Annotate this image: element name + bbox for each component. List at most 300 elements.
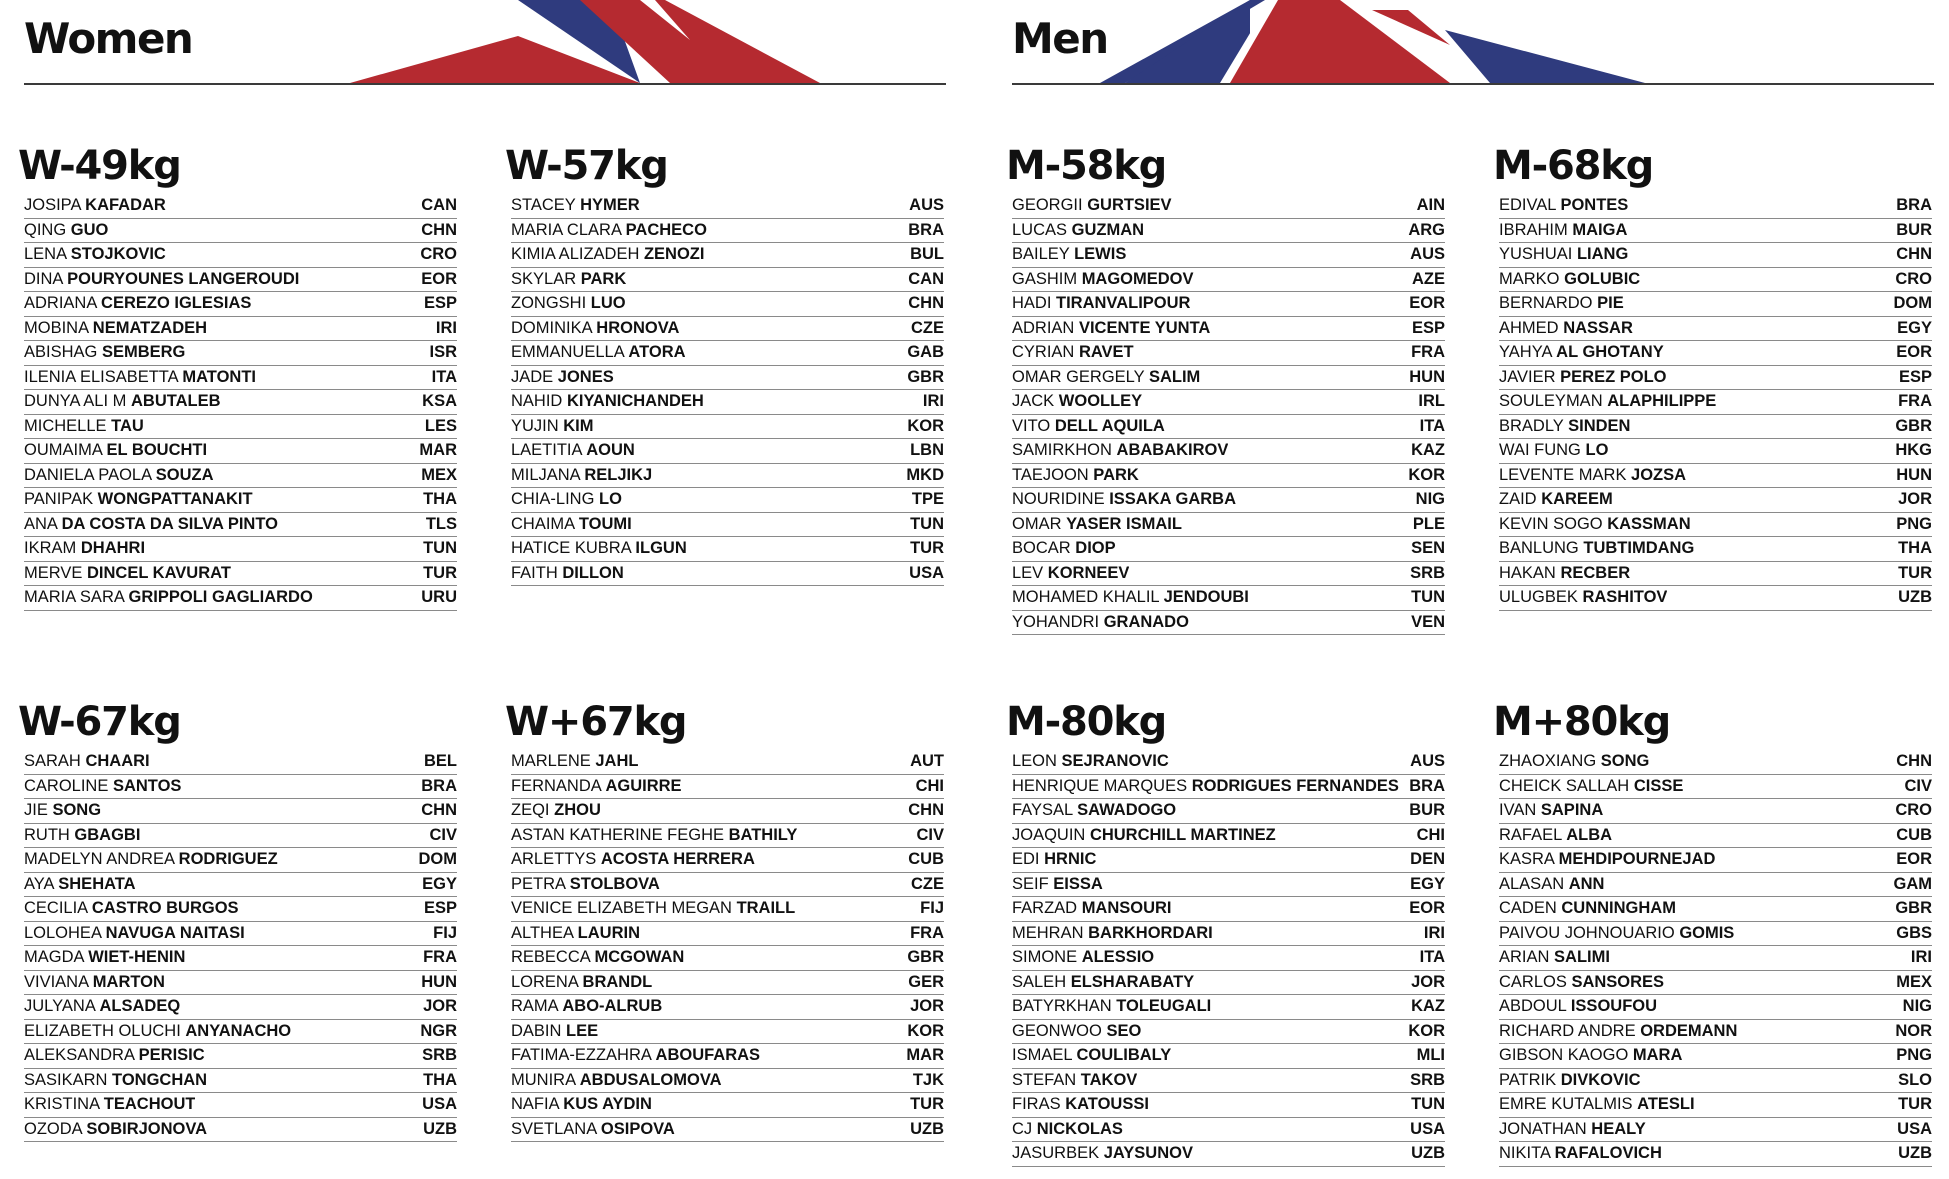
athlete-first-name: MARLENE: [511, 752, 591, 771]
country-code: GBR: [907, 948, 944, 967]
category-w-plus-67kg: [505, 696, 944, 1142]
country-code: MEX: [1896, 972, 1932, 991]
country-code: GBR: [1895, 899, 1932, 918]
athlete-name: [24, 973, 165, 992]
athlete-first-name: OMAR: [1012, 514, 1062, 533]
athlete-row: [1499, 1069, 1932, 1094]
athlete-row: [1012, 824, 1445, 849]
women-header-rule: [24, 83, 946, 85]
country-code: CRO: [1895, 269, 1932, 288]
athlete-last-name: PONTES: [1560, 196, 1629, 215]
athlete-last-name: ABOUFARAS: [655, 1046, 761, 1065]
country-code: CRO: [420, 245, 457, 264]
athlete-last-name: LEWIS: [1074, 245, 1127, 264]
athlete-last-name: ISSAKA GARBA: [1109, 490, 1236, 509]
athlete-row: [511, 488, 944, 513]
country-code: TPE: [911, 490, 944, 509]
athlete-last-name: HYMER: [580, 196, 640, 215]
country-code: TUR: [1898, 563, 1932, 582]
athlete-name: [1012, 196, 1172, 215]
athlete-first-name: MOHAMED KHALIL: [1012, 588, 1160, 607]
athlete-last-name: CISSE: [1633, 776, 1684, 795]
athlete-row: [1499, 366, 1932, 391]
athlete-name: [24, 777, 181, 796]
athlete-name: [1012, 564, 1129, 583]
athlete-name: [1499, 466, 1686, 485]
athlete-last-name: CHURCHILL MARTINEZ: [1089, 825, 1276, 844]
athlete-row: [511, 341, 944, 366]
country-code: GAM: [1893, 874, 1932, 893]
athlete-first-name: YOHANDRI: [1012, 612, 1100, 631]
athlete-name: [511, 1022, 598, 1041]
athlete-first-name: IVAN: [1499, 801, 1537, 820]
country-code: HUN: [1409, 367, 1445, 386]
athlete-row: [1012, 586, 1445, 611]
athlete-name: [24, 588, 313, 607]
athlete-first-name: IBRAHIM: [1499, 220, 1568, 239]
athlete-last-name: LUO: [590, 294, 626, 313]
athlete-first-name: RICHARD ANDRE: [1499, 1021, 1636, 1040]
category-m-plus-80kg: [1493, 696, 1932, 1167]
athlete-first-name: JONATHAN: [1499, 1119, 1587, 1138]
athlete-first-name: AYA: [24, 874, 54, 893]
athlete-first-name: JADE: [511, 367, 554, 386]
athlete-last-name: MATONTI: [182, 367, 256, 386]
athlete-first-name: QING: [24, 220, 67, 239]
country-code: TUN: [1411, 1095, 1445, 1114]
country-code: UZB: [1898, 1144, 1932, 1163]
country-code: GER: [908, 972, 944, 991]
athlete-first-name: EMMANUELLA: [511, 343, 624, 362]
athlete-name: [511, 1071, 722, 1090]
athlete-row: [1012, 341, 1445, 366]
athlete-last-name: SALIMI: [1554, 948, 1610, 967]
athlete-last-name: DA COSTA DA SILVA PINTO: [61, 514, 278, 533]
athlete-row: [1499, 1118, 1932, 1143]
athlete-name: [24, 196, 166, 215]
athlete-first-name: KRISTINA: [24, 1095, 100, 1114]
athlete-name: [511, 997, 662, 1016]
athlete-last-name: GRANADO: [1103, 612, 1189, 631]
country-code: THA: [423, 490, 457, 509]
athlete-name: [24, 270, 299, 289]
athlete-last-name: TAKOV: [1080, 1070, 1138, 1089]
athlete-last-name: NEMATZADEH: [92, 318, 208, 337]
athlete-first-name: SALEH: [1012, 972, 1067, 991]
athlete-row: [24, 750, 457, 775]
athlete-first-name: LAETITIA: [511, 441, 582, 460]
athlete-name: [1012, 1071, 1137, 1090]
athlete-name: [511, 196, 640, 215]
athlete-last-name: NASSAR: [1563, 318, 1633, 337]
athlete-name: [24, 221, 108, 240]
athlete-first-name: WAI FUNG: [1499, 441, 1581, 460]
athlete-last-name: ACOSTA HERRERA: [600, 850, 755, 869]
athlete-first-name: GEORGII: [1012, 196, 1083, 215]
athlete-name: [1499, 924, 1734, 943]
athlete-name: [1499, 245, 1628, 264]
athlete-last-name: LAURIN: [577, 923, 640, 942]
athlete-name: [511, 417, 594, 436]
athlete-row: [24, 513, 457, 538]
country-code: TUR: [910, 1095, 944, 1114]
athlete-first-name: PANIPAK: [24, 490, 94, 509]
country-code: SLO: [1898, 1070, 1932, 1089]
athlete-row: [24, 219, 457, 244]
athlete-name: [511, 752, 638, 771]
athlete-first-name: CADEN: [1499, 899, 1557, 918]
athlete-name: [1499, 1095, 1695, 1114]
athlete-name: [1499, 392, 1716, 411]
athlete-row: [1012, 897, 1445, 922]
athlete-name: [24, 826, 140, 845]
athlete-last-name: PERISIC: [138, 1046, 205, 1065]
athlete-row: [1499, 897, 1932, 922]
country-code: CHN: [421, 220, 457, 239]
athlete-name: [24, 564, 231, 583]
country-code: CAN: [421, 196, 457, 215]
country-code: USA: [1897, 1119, 1932, 1138]
athlete-last-name: PACHECO: [625, 220, 707, 239]
athlete-last-name: GOLUBIC: [1564, 269, 1641, 288]
athlete-first-name: LENA: [24, 245, 67, 264]
athlete-first-name: SKYLAR: [511, 269, 577, 288]
country-code: FRA: [423, 948, 457, 967]
athlete-name: [511, 777, 682, 796]
athlete-last-name: TIRANVALIPOUR: [1056, 294, 1191, 313]
athlete-last-name: HEALY: [1591, 1119, 1646, 1138]
athlete-name: [1499, 973, 1664, 992]
athlete-first-name: ADRIANA: [24, 294, 97, 313]
athlete-last-name: KUS AYDIN: [563, 1095, 652, 1114]
athlete-first-name: VENICE ELIZABETH MEGAN: [511, 899, 732, 918]
country-code: JOR: [1411, 972, 1445, 991]
athlete-last-name: BATHILY: [728, 825, 798, 844]
athlete-row: [1499, 194, 1932, 219]
athlete-last-name: GUO: [70, 220, 109, 239]
athlete-row: [1012, 611, 1445, 636]
athlete-name: [511, 973, 652, 992]
country-code: ARG: [1408, 220, 1445, 239]
athlete-name: [1499, 875, 1604, 894]
athlete-name: [1012, 539, 1116, 558]
country-code: EGY: [1410, 874, 1445, 893]
athlete-name: [24, 539, 145, 558]
athlete-first-name: DINA: [24, 269, 63, 288]
country-code: BRA: [421, 776, 457, 795]
country-code: HUN: [1896, 465, 1932, 484]
athlete-name: [1012, 392, 1142, 411]
athlete-last-name: YASER ISMAIL: [1066, 514, 1182, 533]
athlete-first-name: ABDOUL: [1499, 997, 1567, 1016]
athlete-row: [1012, 799, 1445, 824]
athlete-first-name: LORENA: [511, 972, 578, 991]
country-code: USA: [909, 563, 944, 582]
athlete-name: [1012, 875, 1103, 894]
athlete-name: [24, 1071, 207, 1090]
athlete-name: [24, 294, 251, 313]
athlete-last-name: SONG: [52, 801, 102, 820]
athlete-last-name: ABO-ALRUB: [562, 997, 663, 1016]
category-title: W+67kg: [505, 699, 687, 745]
athlete-list: [511, 194, 944, 586]
athlete-name: [1499, 319, 1633, 338]
athlete-first-name: LEVENTE MARK: [1499, 465, 1627, 484]
athlete-first-name: STACEY: [511, 196, 576, 215]
athlete-name: [1499, 899, 1676, 918]
country-code: MLI: [1416, 1046, 1445, 1065]
athlete-last-name: RELJIKJ: [584, 465, 653, 484]
athlete-last-name: JAHL: [595, 752, 639, 771]
athlete-name: [24, 875, 136, 894]
athlete-last-name: KIYANICHANDEH: [566, 392, 704, 411]
athlete-name: [1499, 752, 1649, 771]
athlete-last-name: TONGCHAN: [112, 1070, 208, 1089]
athlete-name: [1499, 997, 1657, 1016]
country-code: UZB: [423, 1119, 457, 1138]
athlete-last-name: LIANG: [1576, 245, 1629, 264]
country-code: THA: [423, 1070, 457, 1089]
athlete-first-name: SOULEYMAN: [1499, 392, 1603, 411]
country-code: KOR: [1408, 1021, 1445, 1040]
athlete-name: [1012, 1022, 1141, 1041]
athlete-row: [1012, 513, 1445, 538]
athlete-last-name: TOUMI: [578, 514, 632, 533]
athlete-first-name: JIE: [24, 801, 48, 820]
athlete-row: [24, 873, 457, 898]
country-code: UZB: [1898, 588, 1932, 607]
athlete-first-name: BOCAR: [1012, 539, 1071, 558]
athlete-first-name: VIVIANA: [24, 972, 89, 991]
athlete-first-name: FIRAS: [1012, 1095, 1061, 1114]
athlete-last-name: GRIPPOLI GAGLIARDO: [128, 588, 313, 607]
country-code: CIV: [916, 825, 944, 844]
country-code: DEN: [1410, 850, 1445, 869]
athlete-last-name: ATORA: [628, 343, 686, 362]
athlete-first-name: BERNARDO: [1499, 294, 1593, 313]
athlete-row: [511, 1069, 944, 1094]
athlete-first-name: SASIKARN: [24, 1070, 108, 1089]
athlete-row: [24, 415, 457, 440]
athlete-row: [24, 390, 457, 415]
athlete-name: [24, 392, 221, 411]
athlete-name: [1012, 515, 1182, 534]
athlete-row: [24, 922, 457, 947]
athlete-first-name: ZHAOXIANG: [1499, 752, 1597, 771]
athlete-last-name: BRANDL: [582, 972, 653, 991]
country-code: VEN: [1411, 612, 1445, 631]
athlete-last-name: AL GHOTANY: [1556, 343, 1664, 362]
athlete-row: [24, 824, 457, 849]
country-code: EOR: [1896, 850, 1932, 869]
athlete-last-name: JENDOUBI: [1163, 588, 1249, 607]
athlete-first-name: TAEJOON: [1012, 465, 1089, 484]
athlete-row: [24, 799, 457, 824]
country-code: FRA: [1898, 392, 1932, 411]
athlete-first-name: CAROLINE: [24, 776, 109, 795]
athlete-row: [511, 537, 944, 562]
athlete-last-name: OSIPOVA: [600, 1119, 675, 1138]
athlete-last-name: NAVUGA NAITASI: [105, 923, 245, 942]
category-m-80kg: [1006, 696, 1445, 1167]
athlete-name: [1012, 417, 1165, 436]
country-code: CIV: [1904, 776, 1932, 795]
athlete-name: [1012, 221, 1144, 240]
athlete-row: [1012, 415, 1445, 440]
country-code: AZE: [1412, 269, 1445, 288]
athlete-name: [1499, 294, 1624, 313]
country-code: BRA: [908, 220, 944, 239]
athlete-last-name: SINDEN: [1568, 416, 1631, 435]
athlete-first-name: KEVIN SOGO: [1499, 514, 1603, 533]
athlete-row: [1499, 1093, 1932, 1118]
athlete-name: [1499, 270, 1640, 289]
athlete-last-name: ZHOU: [554, 801, 601, 820]
country-code: FIJ: [433, 923, 457, 942]
athlete-last-name: RODRIGUEZ: [178, 850, 278, 869]
athlete-row: [24, 897, 457, 922]
athlete-last-name: MANSOURI: [1081, 899, 1172, 918]
country-code: BUR: [1409, 801, 1445, 820]
athlete-name: [24, 1095, 195, 1114]
athlete-last-name: KORNEEV: [1047, 563, 1130, 582]
athlete-name: [1499, 221, 1627, 240]
athlete-first-name: HADI: [1012, 294, 1052, 313]
athlete-name: [511, 801, 601, 820]
athlete-row: [511, 897, 944, 922]
athlete-last-name: ANYANACHO: [185, 1021, 292, 1040]
athlete-row: [511, 1020, 944, 1045]
athlete-row: [1499, 586, 1932, 611]
category-title: M-80kg: [1006, 699, 1167, 745]
country-code: KAZ: [1411, 997, 1445, 1016]
athlete-last-name: DILLON: [562, 563, 624, 582]
athlete-row: [1012, 1118, 1445, 1143]
athlete-row: [511, 219, 944, 244]
athlete-row: [511, 1093, 944, 1118]
athlete-last-name: BARKHORDARI: [1088, 923, 1213, 942]
athlete-row: [1499, 243, 1932, 268]
athlete-row: [511, 513, 944, 538]
athlete-row: [1499, 1020, 1932, 1045]
athlete-last-name: MARTON: [92, 972, 165, 991]
country-code: KOR: [1408, 465, 1445, 484]
athlete-name: [1012, 343, 1134, 362]
country-code: NIG: [1902, 997, 1932, 1016]
athlete-last-name: GURTSIEV: [1087, 196, 1172, 215]
athlete-last-name: SHEHATA: [58, 874, 136, 893]
athlete-first-name: CHEICK SALLAH: [1499, 776, 1630, 795]
athlete-row: [24, 1118, 457, 1143]
athlete-row: [24, 848, 457, 873]
athlete-first-name: FARZAD: [1012, 899, 1078, 918]
athlete-last-name: CHAARI: [85, 752, 150, 771]
country-code: BRA: [1409, 776, 1445, 795]
country-code: KOR: [907, 416, 944, 435]
athlete-first-name: BATYRKHAN: [1012, 997, 1112, 1016]
athlete-last-name: POURYOUNES LANGEROUDI: [67, 269, 300, 288]
athlete-last-name: MEHDIPOURNEJAD: [1558, 850, 1716, 869]
athlete-name: [511, 343, 686, 362]
athlete-row: [1499, 390, 1932, 415]
athlete-name: [1499, 539, 1694, 558]
country-code: USA: [1410, 1119, 1445, 1138]
athlete-first-name: OMAR GERGELY: [1012, 367, 1145, 386]
athlete-first-name: CJ: [1012, 1119, 1033, 1138]
country-code: AUT: [910, 752, 944, 771]
country-code: BUL: [910, 245, 944, 264]
category-w-57kg: [505, 140, 944, 586]
country-code: AUS: [1410, 245, 1445, 264]
country-code: IRI: [1910, 948, 1932, 967]
athlete-name: [24, 368, 256, 387]
athlete-name: [1499, 1071, 1641, 1090]
athlete-last-name: JOZSA: [1631, 465, 1687, 484]
athlete-row: [1012, 1069, 1445, 1094]
athlete-name: [511, 1120, 675, 1139]
athlete-name: [511, 1046, 760, 1065]
athlete-row: [1499, 415, 1932, 440]
athlete-row: [1012, 775, 1445, 800]
athlete-name: [511, 1095, 652, 1114]
athlete-first-name: ULUGBEK: [1499, 588, 1578, 607]
athlete-row: [1012, 873, 1445, 898]
athlete-row: [1499, 292, 1932, 317]
athlete-last-name: GBAGBI: [74, 825, 141, 844]
athlete-first-name: NOURIDINE: [1012, 490, 1105, 509]
category-m-58kg: [1006, 140, 1445, 635]
athlete-last-name: SOBIRJONOVA: [86, 1119, 208, 1138]
athlete-first-name: CHAIMA: [511, 514, 575, 533]
athlete-name: [1012, 777, 1399, 796]
athlete-name: [24, 924, 245, 943]
country-code: ITA: [431, 367, 457, 386]
country-code: CUB: [908, 850, 944, 869]
athlete-name: [1012, 997, 1211, 1016]
category-title: W-67kg: [18, 699, 181, 745]
athlete-first-name: ANA: [24, 514, 58, 533]
country-code: IRL: [1418, 392, 1445, 411]
athlete-last-name: WIET-HENIN: [88, 948, 186, 967]
country-code: UZB: [1411, 1144, 1445, 1163]
country-code: KOR: [907, 1021, 944, 1040]
country-code: LES: [424, 416, 457, 435]
country-code: KAZ: [1411, 441, 1445, 460]
athlete-first-name: LEON: [1012, 752, 1057, 771]
athlete-first-name: ISMAEL: [1012, 1046, 1072, 1065]
country-code: MKD: [906, 465, 944, 484]
athlete-first-name: OUMAIMA: [24, 441, 102, 460]
athlete-row: [24, 537, 457, 562]
athlete-name: [1012, 441, 1228, 460]
athlete-row: [1012, 1093, 1445, 1118]
athlete-name: [511, 270, 626, 289]
athlete-last-name: SOUZA: [155, 465, 214, 484]
country-code: FIJ: [920, 899, 944, 918]
country-code: FRA: [910, 923, 944, 942]
country-code: CUB: [1896, 825, 1932, 844]
athlete-row: [1499, 341, 1932, 366]
athlete-name: [1012, 270, 1194, 289]
country-code: CZE: [911, 318, 944, 337]
athlete-row: [511, 995, 944, 1020]
country-code: TUN: [910, 514, 944, 533]
athlete-name: [24, 417, 144, 436]
country-code: TUN: [423, 539, 457, 558]
country-code: AUS: [1410, 752, 1445, 771]
athlete-first-name: CHIA-LING: [511, 490, 595, 509]
athlete-name: [1499, 1144, 1662, 1163]
